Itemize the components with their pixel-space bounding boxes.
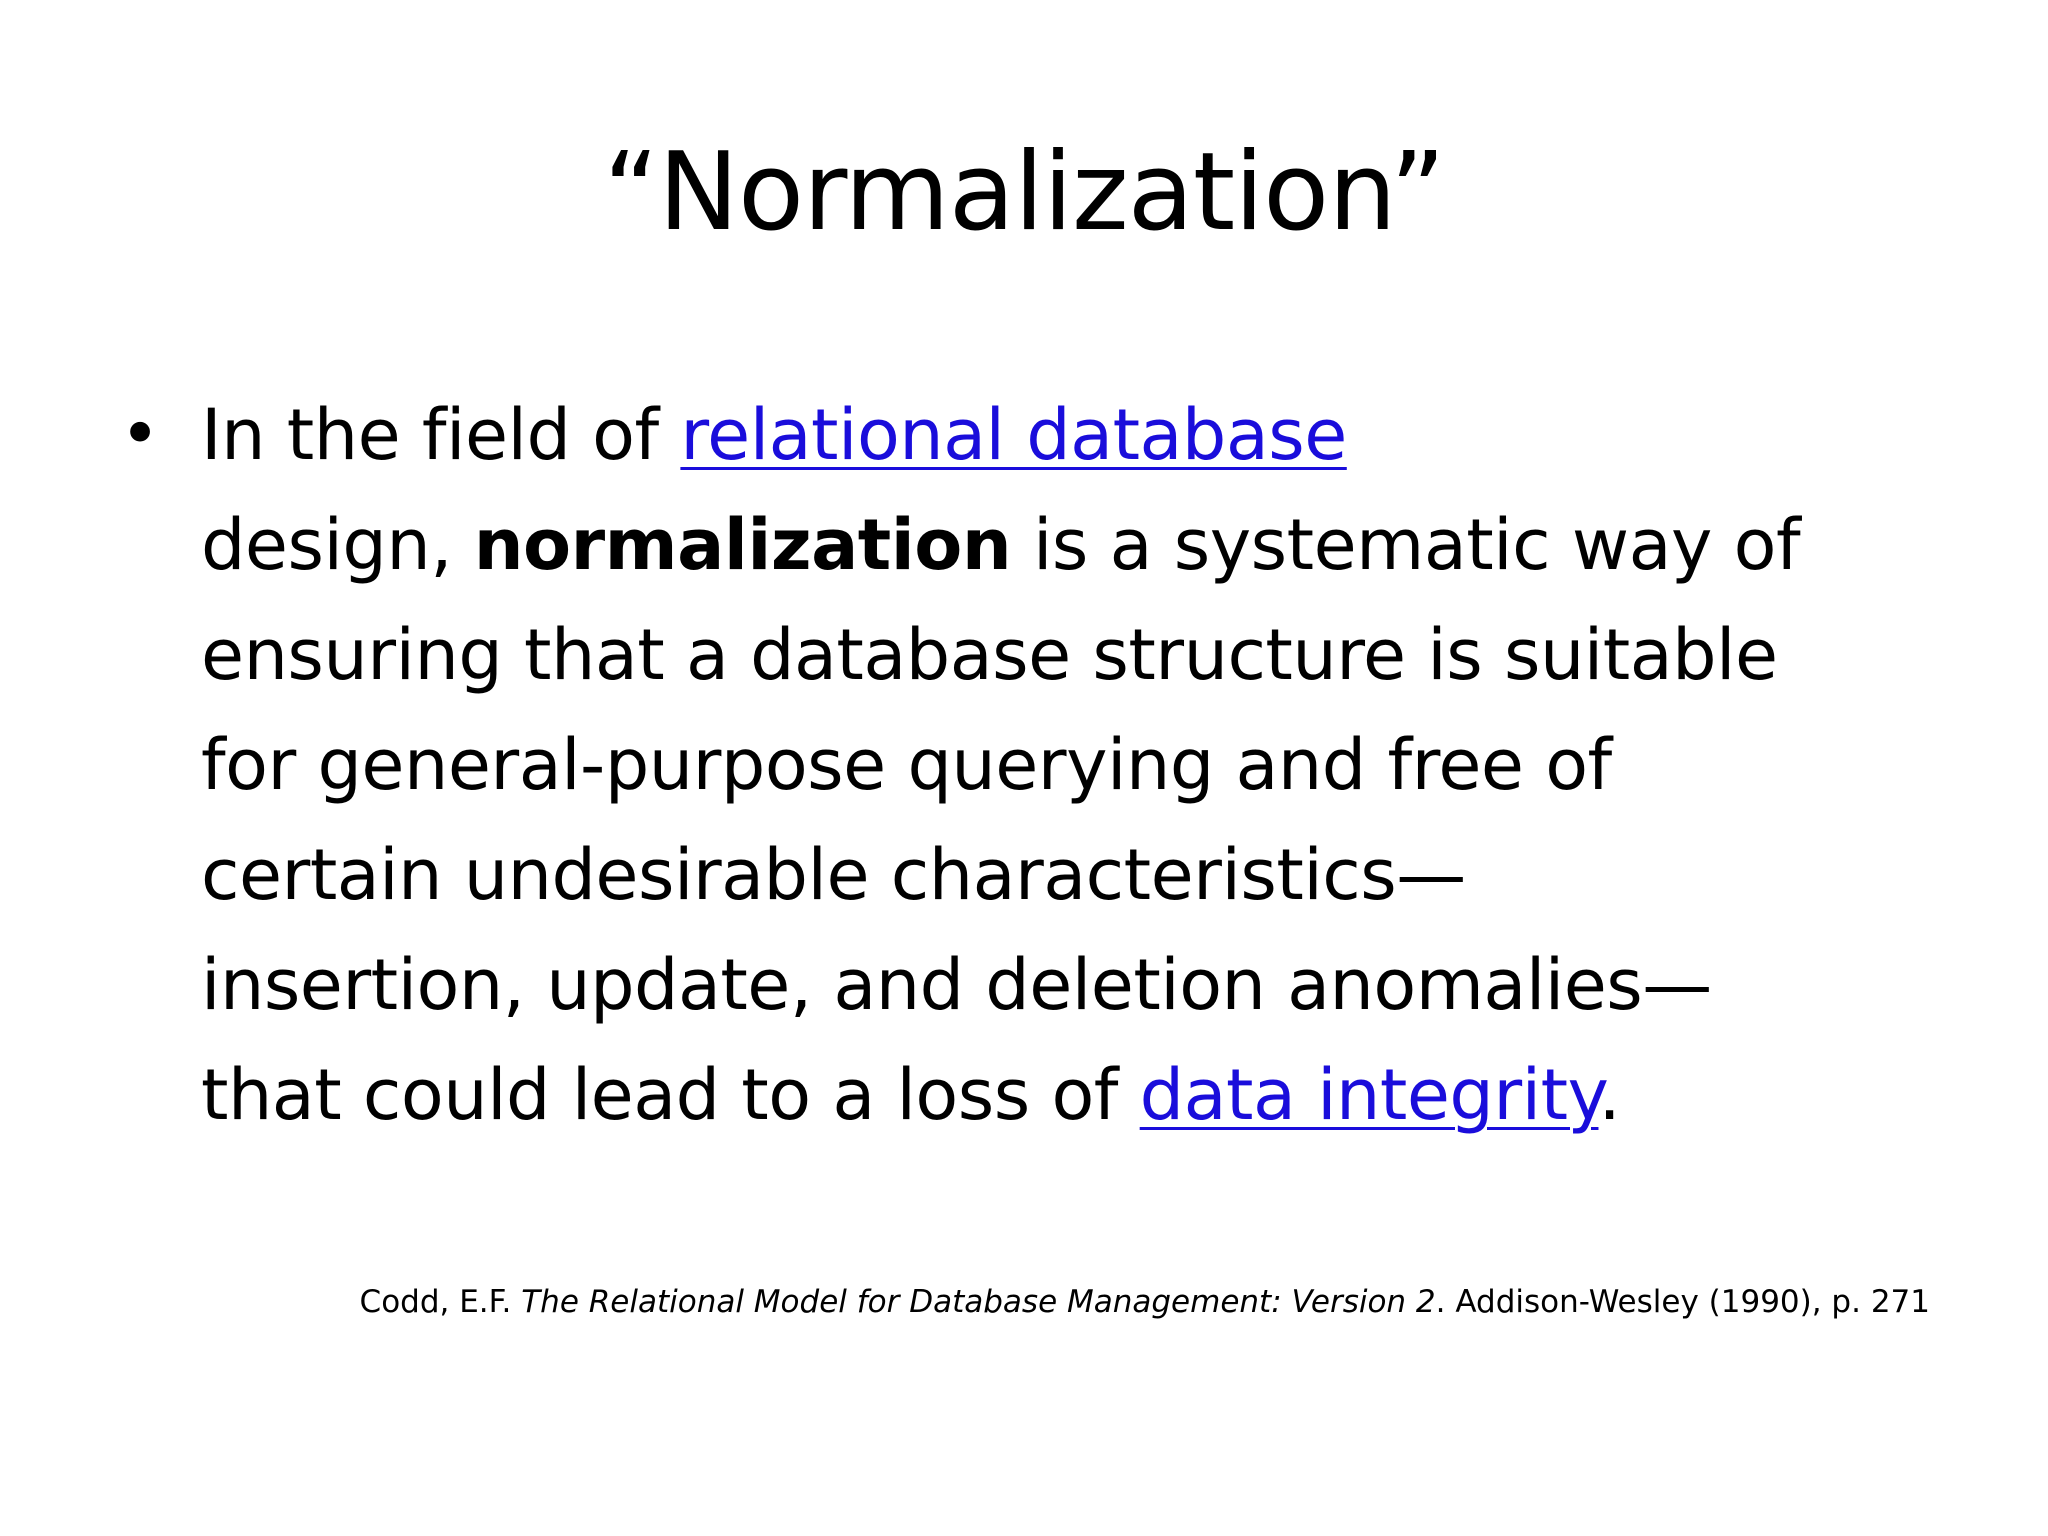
bullet-line-7 [201,1040,1941,1150]
citation-book-title: The Relational Model for Database Management: Version 2 [521,1284,1436,1320]
relational-database-link[interactable]: relational database [680,394,1347,476]
bullet-line-2-prefix: design, [201,504,474,586]
citation [0,1282,1930,1322]
bullet-line-5: certain undesirable characteristics— [201,834,1466,916]
bullet-symbol: • [120,395,161,474]
bullet-line-1 [201,380,1941,490]
bullet-line-1-prefix: In the field of [201,394,681,476]
bullet-line-3: ensuring that a database structure is suitable [201,614,1778,696]
bullet-line-7-prefix: that could lead to a loss of [201,1054,1140,1136]
citation-author: Codd, E.F. [359,1284,522,1320]
slide-title: “Normalization” [603,130,1445,255]
normalization-term: normalization [473,504,1012,586]
bullet-line-4: for general-purpose querying and free of [201,724,1612,806]
bullet-line-6: insertion, update, and deletion anomalies— [201,944,1712,1026]
data-integrity-link[interactable]: data integrity [1139,1054,1599,1136]
bullet-line-7-suffix: . [1598,1054,1621,1136]
bullet-text [201,380,1941,1150]
bullet-line-2 [201,490,1941,600]
bullet-line-2-suffix: is a systematic way of [1011,504,1801,586]
citation-publisher: . Addison-Wesley (1990), p. 271 [1435,1284,1930,1320]
